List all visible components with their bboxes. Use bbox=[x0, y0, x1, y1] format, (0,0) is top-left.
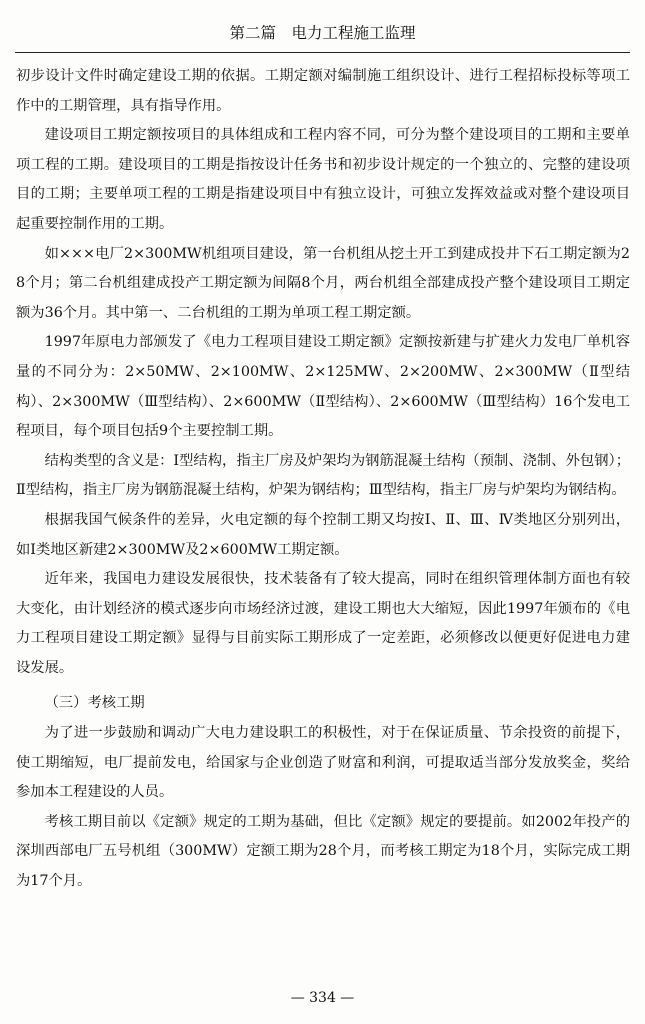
section-heading: （三）考核工期 bbox=[44, 695, 145, 712]
page-number: — 334 — bbox=[290, 990, 355, 1006]
paragraph: 考核工期目前以《定额》规定的工期为基础，但比《定额》规定的要提前。如2002年投产的深圳西部电厂五号机组（300MW）定额工期为28个月，而考核工期定为18个月，实际完成工期为17个月。 bbox=[16, 813, 630, 890]
paragraph: 为了进一步鼓励和调动广大电力建设职工的积极性，对于在保证质量、节余投资的前提下，使工期缩短，电厂提前发电，给国家与企业创造了财富和利润，可提取适当部分发放奖金，奖给参加本工程建设的人员。 bbox=[16, 725, 630, 801]
paragraph: 近年来，我国电力建设发展很快，技术装备有了较大提高，同时在组织管理体制方面也有较大变化，由计划经济的模式逐步向市场经济过渡，建设工期也大大缩短，因此1997年颁布的《电力工程项目建设工期定额》显得与目前实际工期形成了一定差距，必须修改以便更好促进电力建设发展。 bbox=[16, 571, 630, 676]
paragraph-continued: 初步设计文件时确定建设工期的依据。工期定额对编制施工组织设计、进行工程招标投标等项工作中的工期管理，具有指导作用。 bbox=[16, 68, 630, 114]
paragraph: 1997年原电力部颁发了《电力工程项目建设工期定额》定额按新建与扩建火力发电厂单机容量的不同分为：2×50MW、2×100MW、2×125MW、2×200MW、2×300MW（Ⅱ型结构）、2×300MW（Ⅲ型结构）、2×600MW（Ⅱ型结构）、2×600MW（Ⅲ型结构）16个发电工程项目，每个项目包括9个主要控制工期。 bbox=[16, 334, 630, 440]
page-body bbox=[16, 62, 630, 897]
header-title: 第二篇 电力工程施工监理 bbox=[229, 24, 416, 42]
paragraph: 根据我国气候条件的差异，火电定额的每个控制工期又均按Ⅰ、Ⅱ、Ⅲ、Ⅳ类地区分别列出，如Ⅰ类地区新建2×300MW及2×600MW工期定额。 bbox=[16, 511, 630, 558]
paragraph: 结构类型的含义是：Ⅰ型结构，指主厂房及炉架均为钢筋混凝土结构（预制、浇制、外包钢）；Ⅱ型结构，指主厂房为钢筋混凝土结构，炉架为钢结构；Ⅲ型结构，指主厂房与炉架均为钢结构。 bbox=[16, 452, 630, 499]
paragraph: 如×××电厂2×300MW机组项目建设，第一台机组从挖土开工到建成投井下石工期定额为28个月；第二台机组建成投产工期定额为间隔8个月，两台机组全部建成投产整个建设项目工期定额为36个月。其中第一、二台机组的工期为单项工程工期定额。 bbox=[16, 245, 630, 321]
running-header bbox=[15, 14, 630, 53]
paragraph: 建设项目工期定额按项目的具体组成和工程内容不同，可分为整个建设项目的工期和主要单项工程的工期。建设项目的工期是指按设计任务书和初步设计规定的一个独立的、完整的建设项目的工期；主要单项工程的工期是指建设项目中有独立设计，可独立发挥效益或对整个建设项目起重要控制作用的工期。 bbox=[16, 127, 630, 232]
page-footer bbox=[0, 990, 645, 1006]
